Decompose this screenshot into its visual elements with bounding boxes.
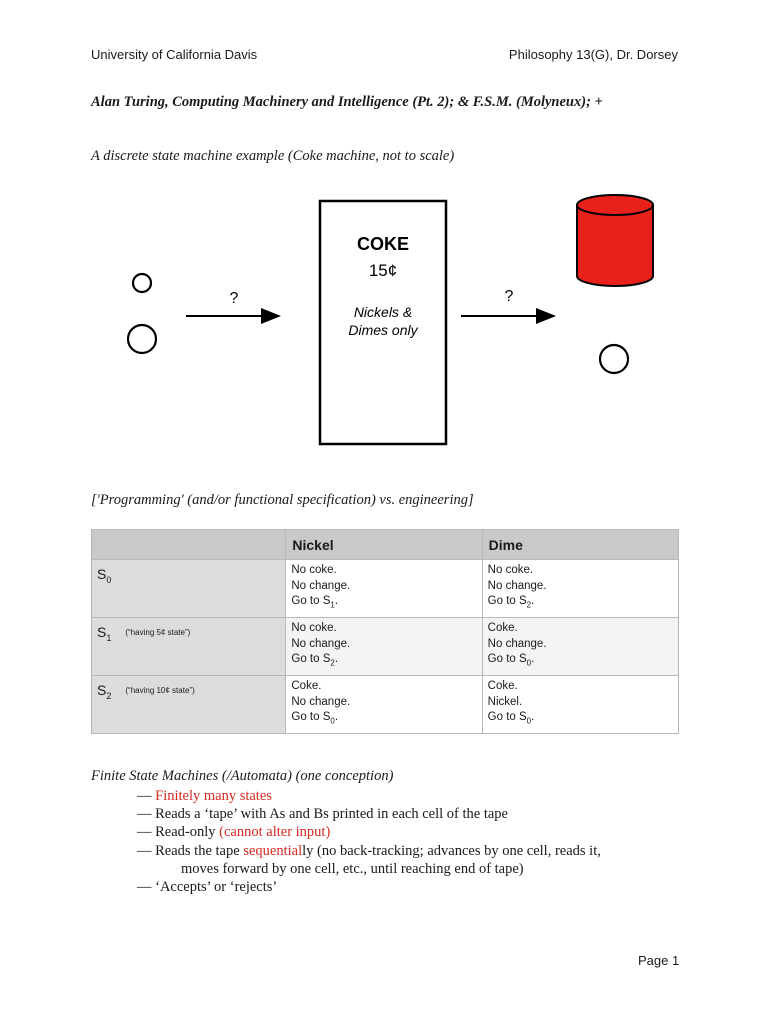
state-cell	[92, 560, 286, 618]
list-item: — Reads a ‘tape’ with As and Bs printed in each cell of the tape	[137, 806, 508, 823]
diagram-caption: A discrete state machine example (Coke machine, not to scale)	[91, 148, 455, 164]
page-title: Alan Turing, Computing Machinery and Intelligence (Pt. 2); & F.S.M. (Molyneux); +	[91, 94, 603, 110]
machine-price: 15¢	[368, 261, 398, 280]
table-header-dime: Dime	[482, 530, 678, 560]
dime-coin-icon	[128, 325, 156, 353]
programming-note: ['Programming' (and/or functional specification) vs. engineering]	[91, 492, 474, 508]
coke-machine-diagram	[0, 180, 768, 460]
dime-cell: Coke. Nickel. Go to $S_0$.	[482, 676, 678, 734]
dime-cell: No coke. No change. Go to $S_2$.	[482, 560, 678, 618]
list-item-continuation: moves forward by one cell, etc., until reaching end of tape)	[181, 860, 524, 877]
nickel-coin-icon	[133, 274, 151, 292]
state-transition-table	[91, 529, 679, 734]
table-row	[92, 560, 679, 618]
dime-cell: Coke. No change. Go to $S_0$.	[482, 618, 678, 676]
table-row	[92, 618, 679, 676]
header-institution: University of California Davis	[91, 47, 258, 62]
state-note: (“having 10¢ state”)	[125, 686, 195, 695]
output-label: ?	[504, 288, 514, 305]
table-header-nickel: Nickel	[286, 530, 482, 560]
input-label: ?	[229, 290, 239, 307]
nickel-cell: Coke. No change. Go to $S_0$.	[286, 676, 482, 734]
machine-title: COKE	[356, 234, 410, 254]
list-item: — Read-only (cannot alter input)	[137, 824, 331, 841]
machine-note-line1: Nickels &	[353, 304, 413, 320]
state-label: $S_0$	[97, 566, 112, 585]
list-item: — ‘Accepts’ or ‘rejects’	[137, 879, 278, 896]
fsm-heading: Finite State Machines (/Automata) (one conception)	[91, 768, 394, 784]
table-row	[92, 676, 679, 734]
header-course: Philosophy 13(G), Dr. Dorsey	[508, 47, 678, 62]
coke-can-icon	[577, 195, 653, 286]
page-number: Page 1	[638, 953, 680, 968]
state-cell	[92, 618, 286, 676]
fsm-list	[137, 787, 601, 896]
change-coin-icon	[600, 345, 628, 373]
state-label: $S_2$	[97, 682, 112, 701]
nickel-cell: No coke. No change. Go to $S_1$.	[286, 560, 482, 618]
state-label: $S_1$	[97, 624, 112, 643]
state-note: (“having 5¢ state”)	[125, 628, 191, 637]
table-header-state	[92, 530, 286, 560]
nickel-cell: No coke. No change. Go to $S_2$.	[286, 618, 482, 676]
list-item: — Reads the tape sequentially (no back-tracking; advances by one cell, reads it,	[137, 842, 601, 859]
state-cell	[92, 676, 286, 734]
list-item: — Finitely many states	[137, 788, 272, 804]
machine-note-line2: Dimes only	[348, 322, 418, 338]
